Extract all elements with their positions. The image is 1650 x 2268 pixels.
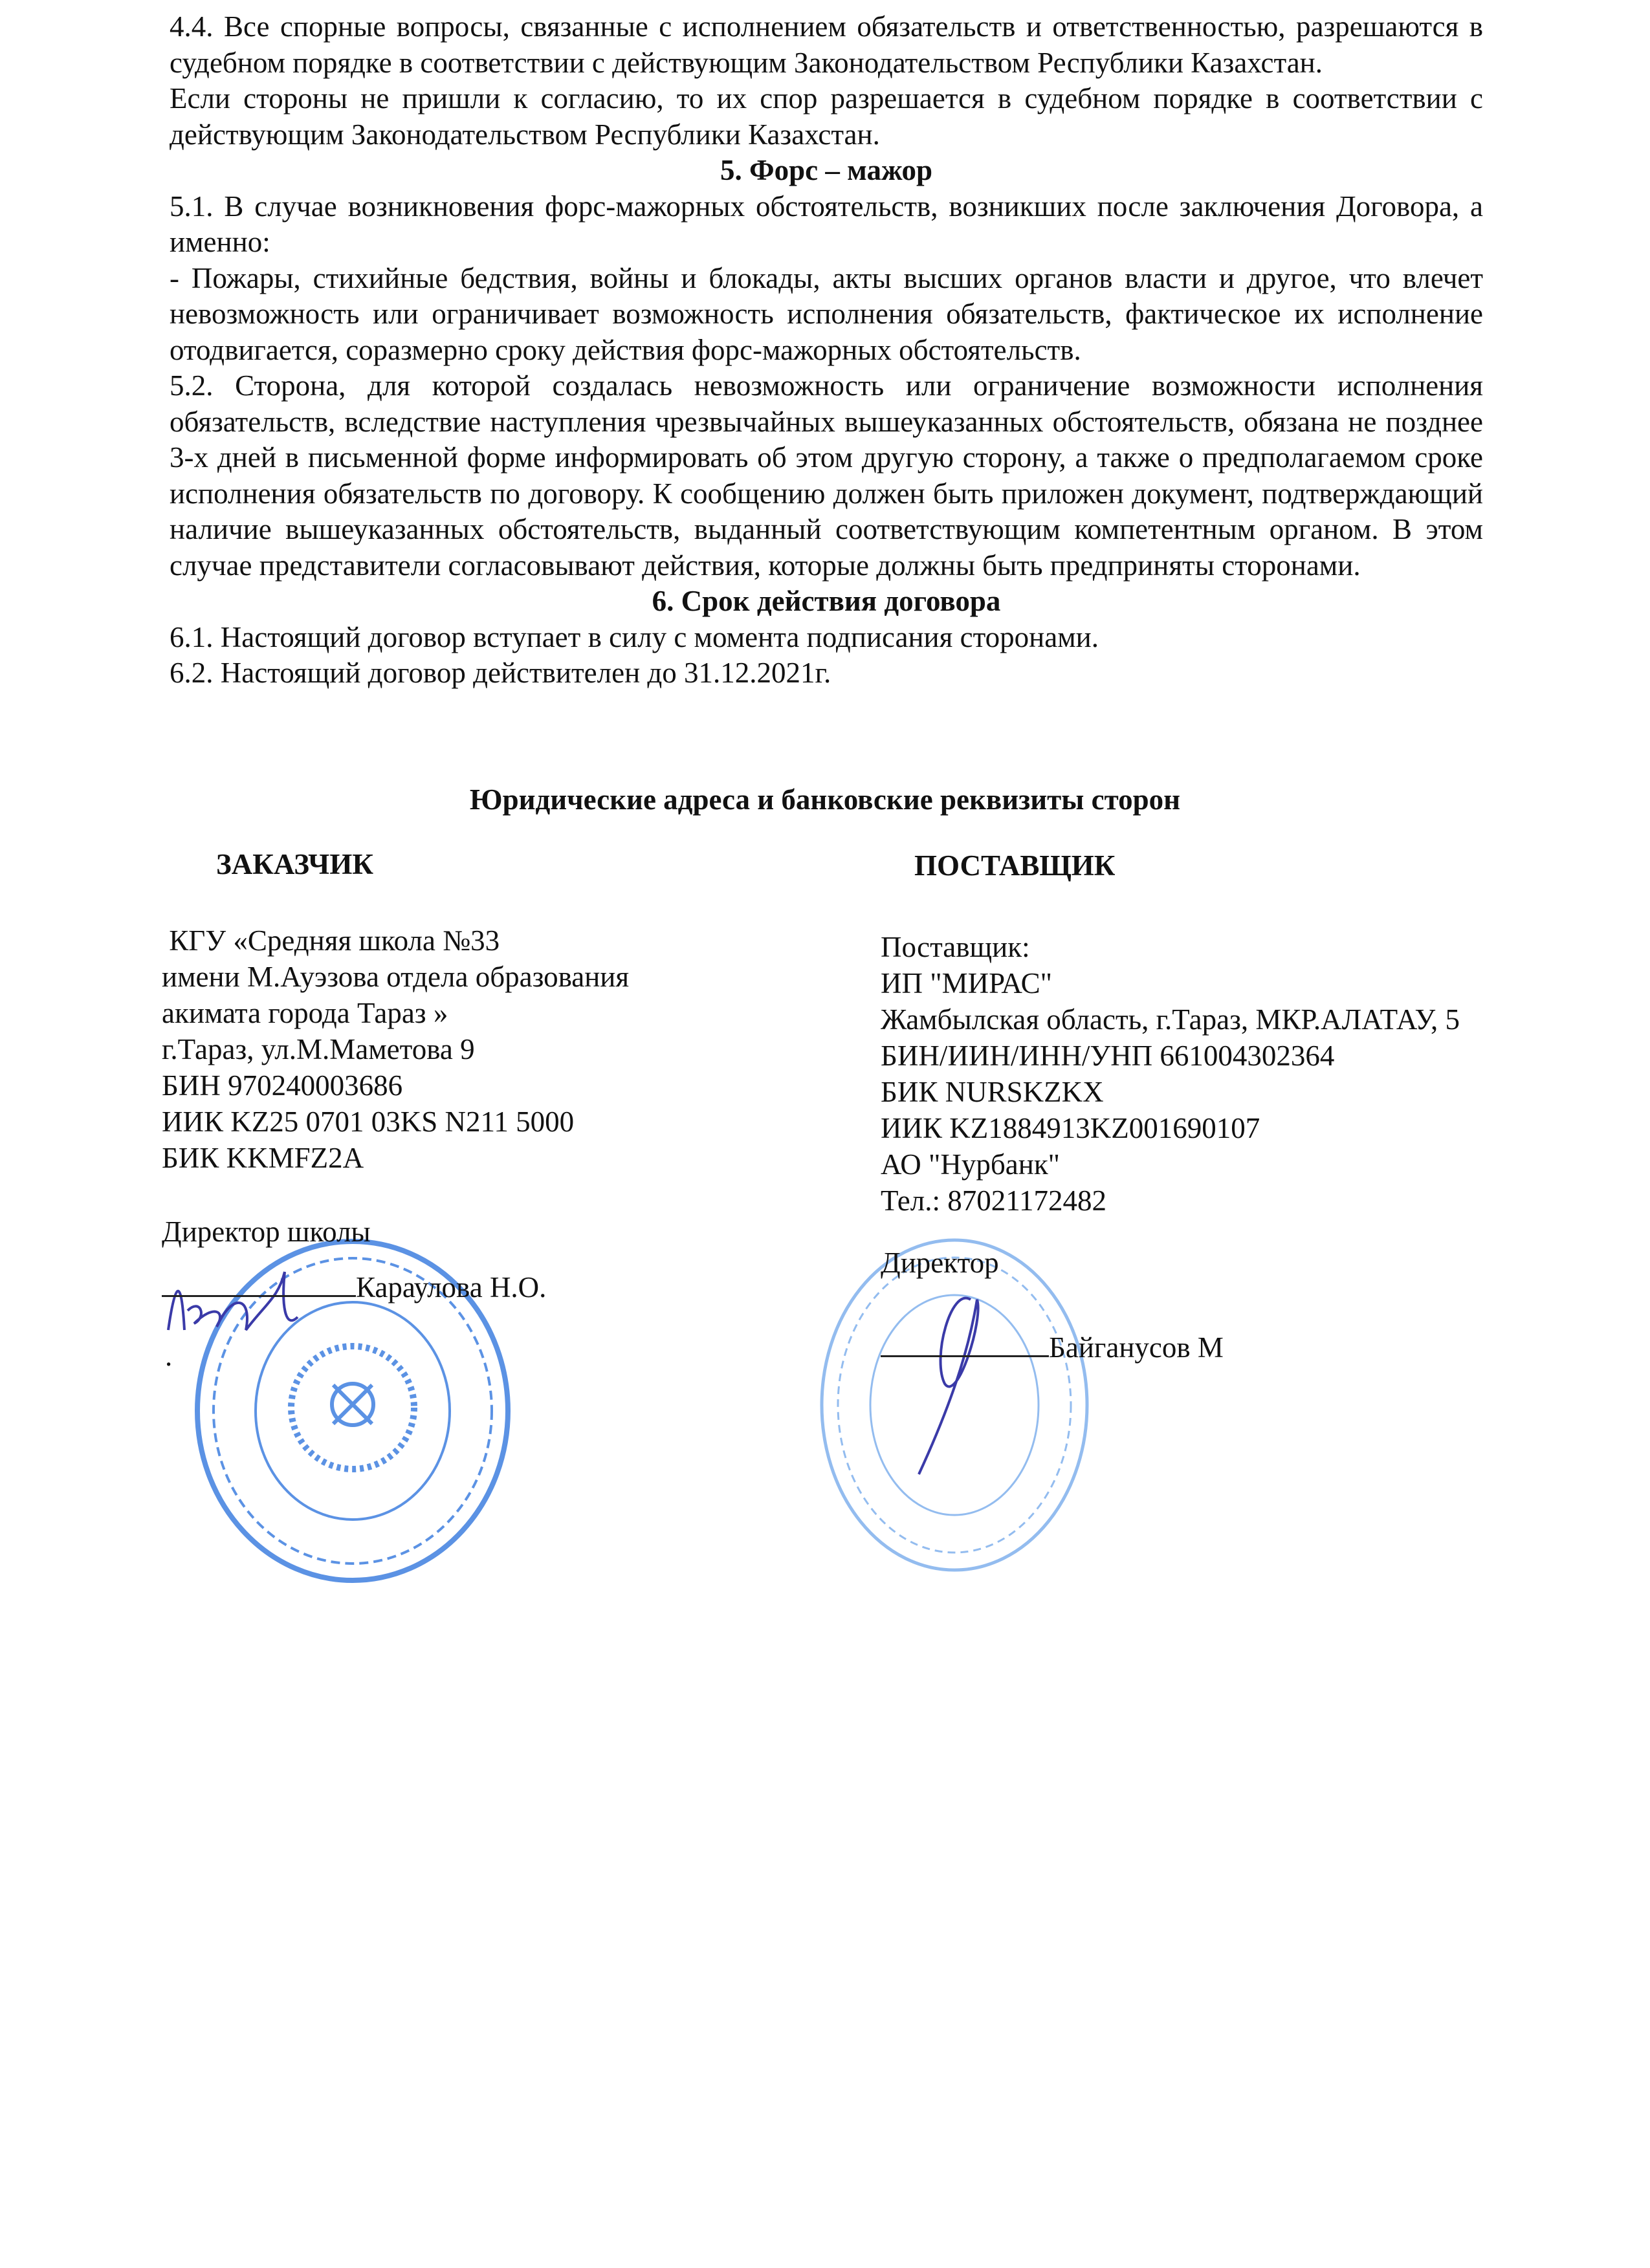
paragraph: 5.2. Сторона, для которой создалась невозможность или ограничение возможности исполнения обязательств, вследствие наступления чрезвычайных вышеуказанных обстоятельств, обязана не позднее 3-х дней в письменной форме информировать об этом другую сторону, а также о предполагаемом сроке исполнения обязательств по договору. К сообщению должен быть приложен документ, подтверждающий наличие вышеуказанных обстоятельств, выданный соответствующим компетентным органом. В этом случае представители согласовывают действия, которые должны быть предприняты сторонами. [170,369,1483,582]
customer-signatory: Караулова Н.О. [356,1270,547,1303]
supplier-line: БИН/ИИН/ИНН/УНП 661004302364 [881,1039,1335,1072]
customer-heading: ЗАКАЗЧИК [216,847,373,880]
paragraph: - Пожары, стихийные бедствия, войны и блокады, акты высших органов власти и другое, что влечет невозможность или ограничивает возможность исполнения обязательств, фактическое их исполнение отодвигается, соразмерно сроку действия форс-мажорных обстоятельств. [170,261,1483,366]
paragraph: 6.1. Настоящий договор вступает в силу с момента подписания сторонами. [170,620,1099,653]
customer-column [162,818,881,1374]
customer-line: КГУ «Средняя школа №33 [162,924,500,957]
paragraph: 5.1. В случае возникновения форс-мажорных обстоятельств, возникших после заключения Договора, а именно: [170,190,1483,258]
supplier-line: Поставщик: [881,930,1030,963]
paragraph: Если стороны не пришли к согласию, то их спор разрешается в судебном порядке в соответствии с действующим Законодательством Республики Казахстан. [170,82,1483,151]
paragraph: 4.4. Все спорные вопросы, связанные с исполнением обязательств и ответственностью, разрешаются в судебном порядке в соответствии с действующим Законодательством Республики Казахстан. [170,10,1483,79]
supplier-line: БИК NURSKZKX [881,1075,1104,1108]
supplier-signature [893,1280,1022,1487]
customer-line: акимата города Тараз » [162,996,448,1029]
supplier-line: ИИК KZ1884913KZ001690107 [881,1111,1260,1144]
supplier-line: Тел.: 87021172482 [881,1184,1107,1217]
customer-line: БИН 970240003686 [162,1069,403,1102]
requisites-columns [0,818,1650,1374]
supplier-line: Жамбылская область, г.Тараз, МКР.АЛАТАУ, 5 [881,1003,1460,1036]
supplier-signature-block [881,1245,1625,1366]
paragraph: 6.2. Настоящий договор действителен до 31.12.2021г. [170,657,831,689]
supplier-details [881,929,1625,1219]
customer-signature-line [162,1269,881,1305]
signature-line [162,1269,356,1297]
customer-line: БИК KKMFZ2A [162,1141,364,1174]
customer-details [162,922,881,1176]
customer-line: ИИК KZ25 0701 03KS N211 5000 [162,1105,575,1138]
supplier-signature-line [881,1329,1625,1366]
supplier-signatory: Байганусов М [1049,1331,1224,1364]
section-heading: 5. Форс – мажор [720,154,933,186]
supplier-column [881,818,1625,1374]
signature-line [881,1329,1049,1357]
customer-position: Директор школы [162,1215,371,1248]
section-heading: 6. Срок действия договора [652,585,1001,617]
customer-line: г.Тараз, ул.М.Маметова 9 [162,1032,475,1065]
requisites-title: Юридические адреса и банковские реквизиты сторон [469,783,1181,816]
supplier-heading: ПОСТАВЩИК [914,849,1116,882]
supplier-position: Директор [881,1246,999,1279]
supplier-line: АО "Нурбанк" [881,1148,1061,1181]
contract-body [170,9,1483,692]
customer-signature-block [162,1214,881,1374]
supplier-line: ИП "МИРАС" [881,966,1053,999]
customer-line: имени М.Ауэзова отдела образования [162,960,630,993]
dot: . [165,1339,173,1372]
